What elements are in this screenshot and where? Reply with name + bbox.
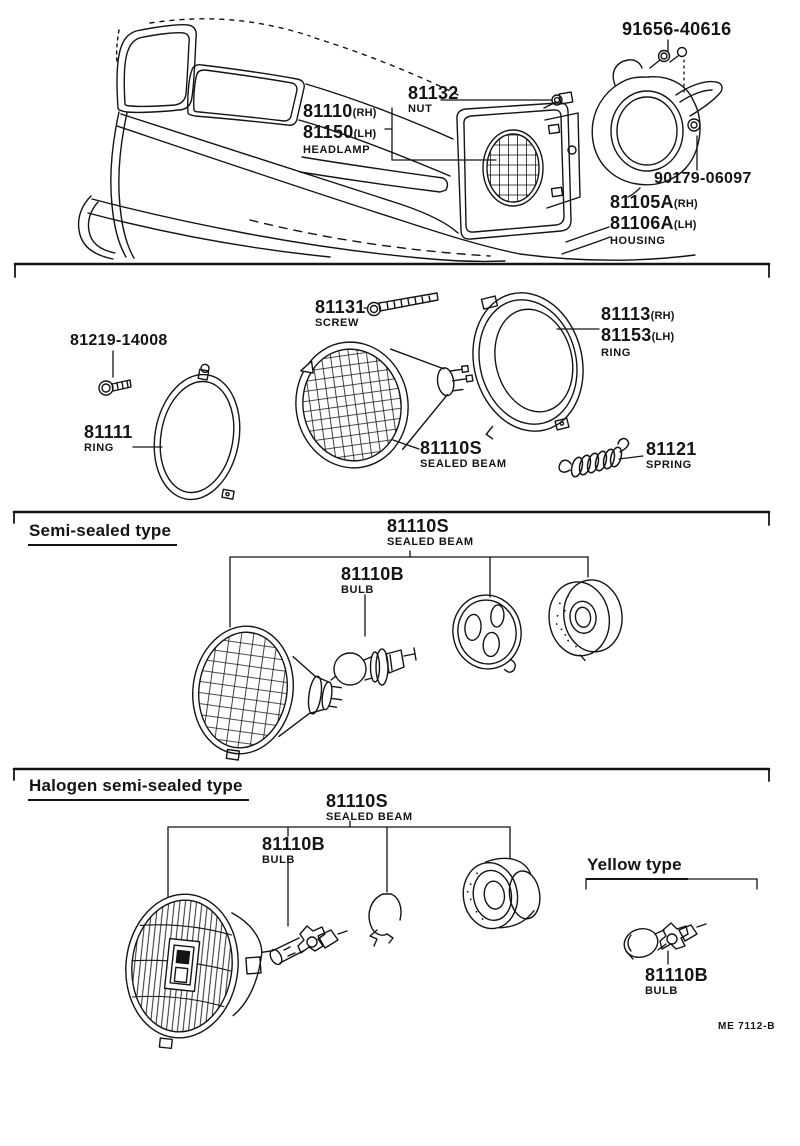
retaining-ring-drawing <box>145 358 255 507</box>
label-spring-81121 <box>646 440 697 472</box>
label-ring-81113 <box>601 305 675 359</box>
label-sealed-beam-exploded <box>420 439 507 471</box>
part-name: NUT <box>408 103 433 116</box>
part-name: BULB <box>341 584 374 597</box>
part-name: HEADLAMP <box>303 144 371 156</box>
part-number: 81121 <box>646 439 697 459</box>
part-name: BULB <box>262 854 295 867</box>
lh-suffix: (LH) <box>673 219 697 231</box>
headlamp-in-car-drawing <box>457 92 580 239</box>
section-title-halogen: Halogen semi-sealed type <box>28 776 249 801</box>
part-number: 81110S <box>420 438 482 458</box>
part-number: 81110B <box>262 834 325 854</box>
label-nut-81132 <box>408 84 459 116</box>
part-name: RING <box>84 442 114 455</box>
label-housing <box>610 193 698 247</box>
halogen-lens-drawing <box>118 889 275 1058</box>
label-bulb-semi <box>341 565 404 597</box>
rh-suffix: (RH) <box>673 198 698 210</box>
part-name: SPRING <box>646 459 692 472</box>
car-front-drawing <box>79 19 695 262</box>
label-sealed-beam-halogen <box>326 792 413 824</box>
back-cap-drawing <box>544 576 627 664</box>
screw-drawing <box>368 293 439 316</box>
lh-suffix: (LH) <box>353 128 377 140</box>
mounting-bolt-drawing <box>99 380 131 395</box>
part-number: 81111 <box>84 422 133 442</box>
yellow-bulb-drawing <box>621 923 706 962</box>
part-number-lh: 81153 <box>601 325 652 345</box>
label-bolt-91656 <box>622 20 731 39</box>
label-bulb-halogen <box>262 835 325 867</box>
spring-drawing <box>559 439 628 478</box>
part-number-lh: 81150 <box>303 122 354 142</box>
part-number: 90179-06097 <box>654 170 752 187</box>
part-number-rh: 81105A <box>610 192 674 212</box>
label-headlamp <box>303 102 377 156</box>
part-name: SEALED BEAM <box>326 811 413 824</box>
part-number-lh: 81106A <box>610 213 674 233</box>
mounting-ring-drawing <box>454 279 598 447</box>
lh-suffix: (LH) <box>651 331 675 343</box>
bulb-retainer-drawing <box>447 590 528 681</box>
bracket-semi-sealed <box>230 551 588 636</box>
halogen-bulb-drawing <box>268 926 347 966</box>
part-name: SCREW <box>315 317 359 330</box>
part-number: 81110B <box>645 965 708 985</box>
housing-drawing <box>592 48 722 185</box>
part-number: 91656-40616 <box>622 19 732 39</box>
part-name: RING <box>601 347 631 359</box>
part-number: 81219-14008 <box>70 332 168 349</box>
section-title-yellow: Yellow type <box>586 855 688 880</box>
part-name: HOUSING <box>610 235 666 247</box>
part-name: SEALED BEAM <box>387 536 474 549</box>
part-number-rh: 81110 <box>303 101 353 121</box>
semi-sealed-bulb-drawing <box>331 648 416 685</box>
part-number: 81131 <box>315 297 366 317</box>
rh-suffix: (RH) <box>650 310 675 322</box>
section-title-semi-sealed: Semi-sealed type <box>28 521 177 546</box>
label-bolt-81219 <box>70 333 168 349</box>
label-nut-90179 <box>654 171 752 187</box>
part-number: 81132 <box>408 83 459 103</box>
wire-clip-drawing <box>369 894 401 946</box>
bracket-yellow <box>586 879 757 964</box>
part-name: BULB <box>645 985 678 998</box>
label-bulb-yellow <box>645 966 708 998</box>
label-ring-81111 <box>84 423 133 455</box>
part-number: 81110B <box>341 564 404 584</box>
part-number-rh: 81113 <box>601 304 651 324</box>
part-number: 81110S <box>326 791 388 811</box>
part-number: 81110S <box>387 516 449 536</box>
part-name: SEALED BEAM <box>420 458 507 471</box>
label-sealed-beam-semi <box>387 517 474 549</box>
label-screw-81131 <box>315 298 366 330</box>
reflector-unit-drawing <box>184 620 350 773</box>
rh-suffix: (RH) <box>352 107 377 119</box>
document-code: ME 7112-B <box>718 1021 776 1032</box>
rubber-boot-drawing <box>459 854 544 933</box>
